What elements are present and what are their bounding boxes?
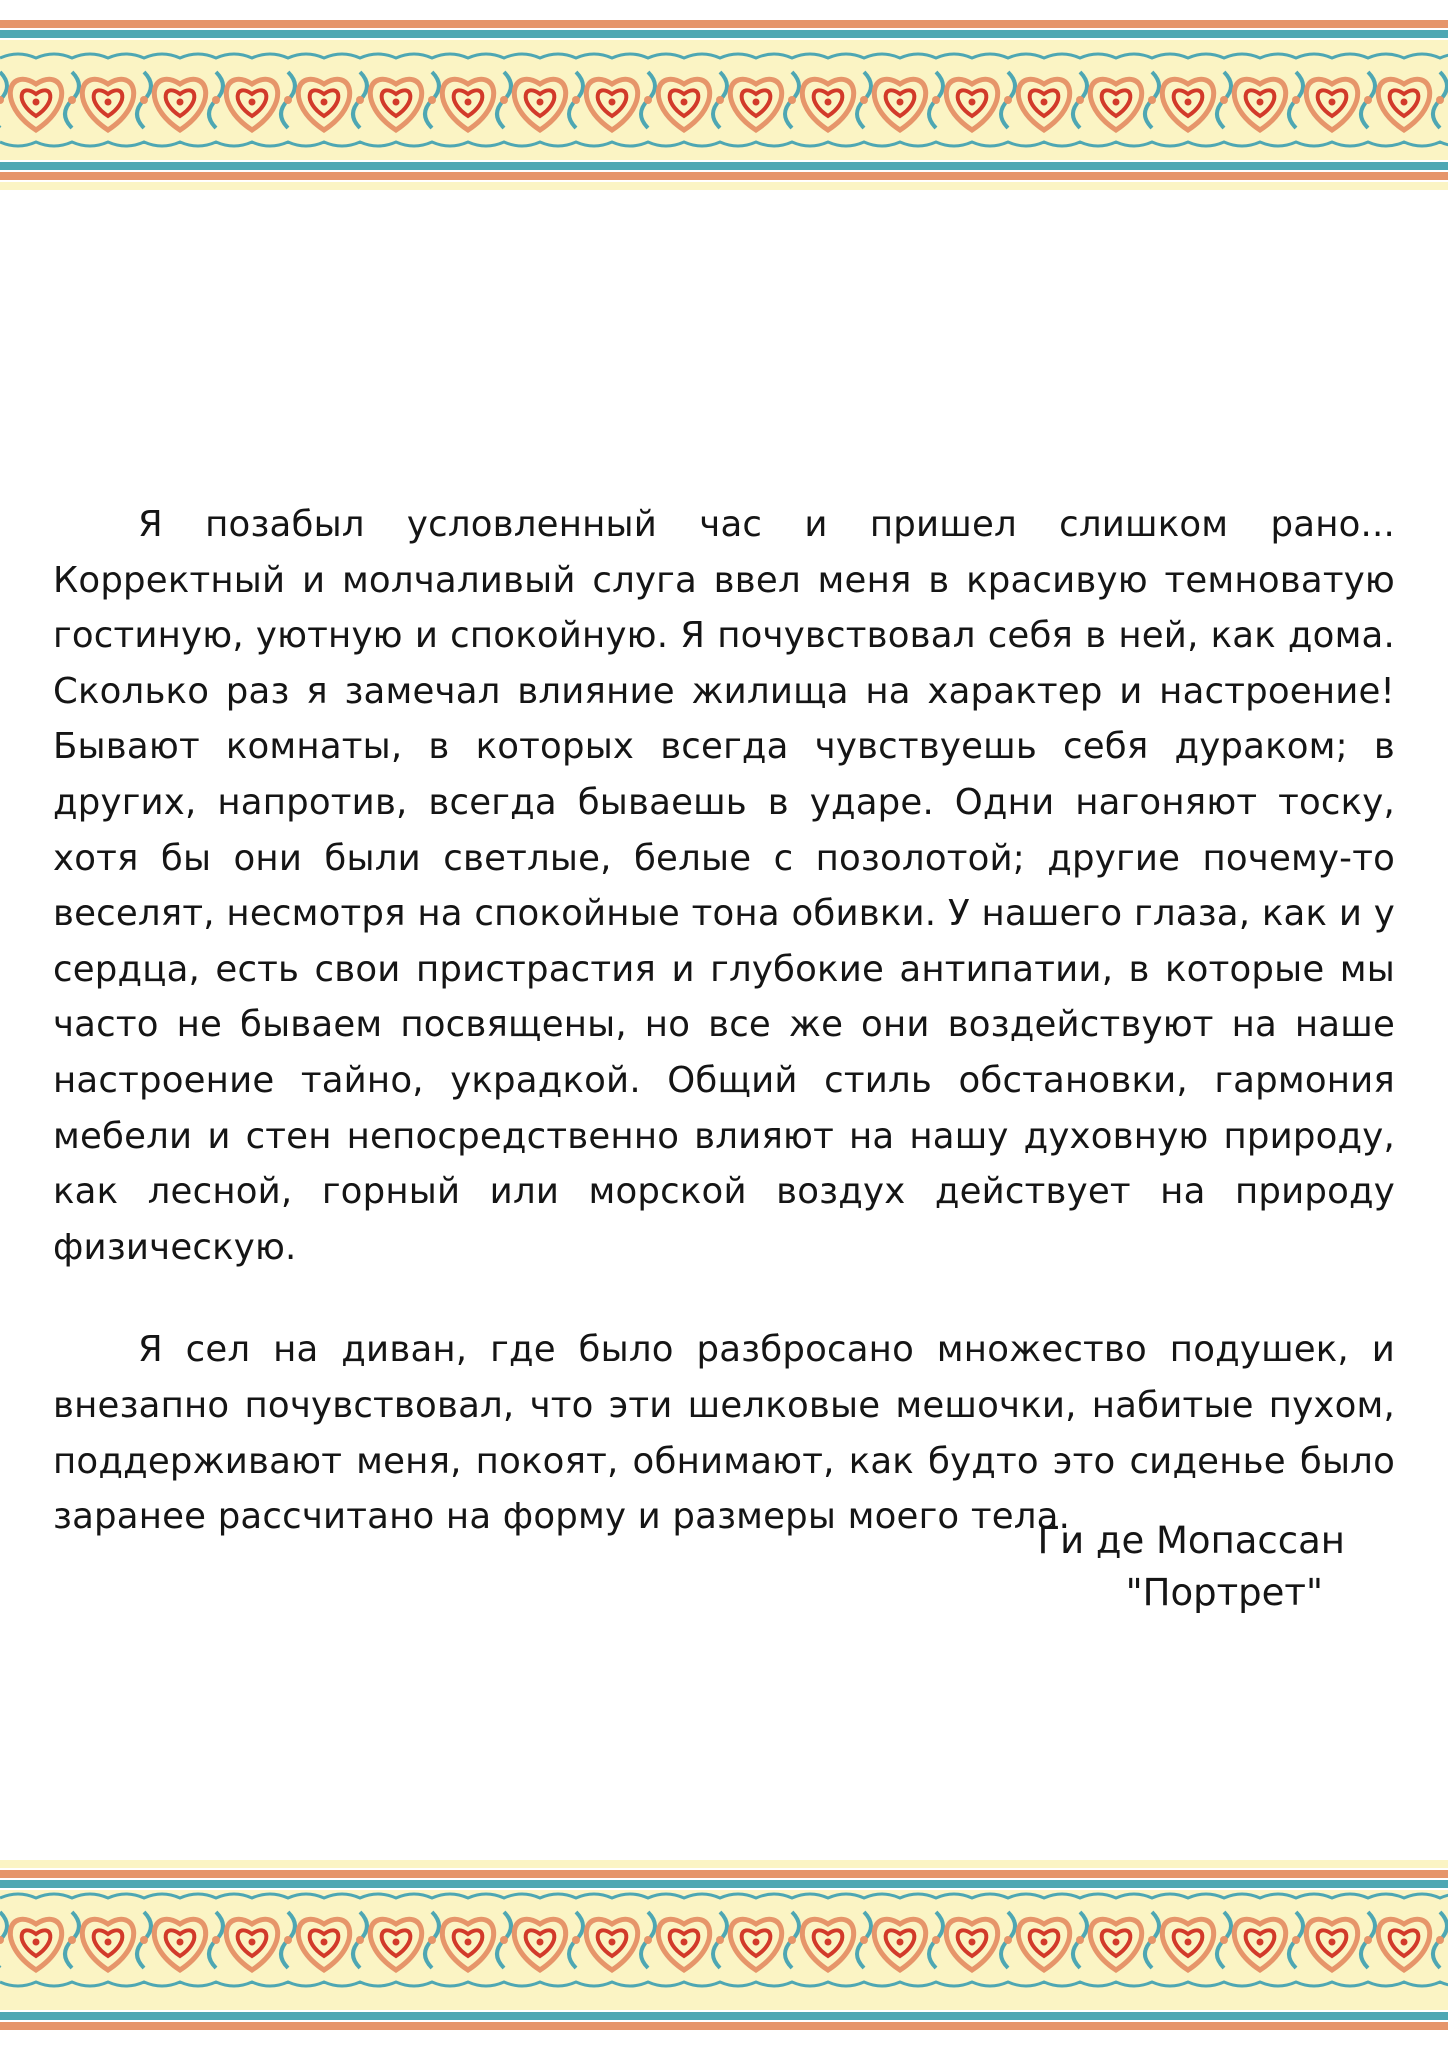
document-body — [53, 497, 1395, 1545]
paragraph: Я сел на диван, где было разбросано множество подушек, и внезапно почувствовал, что эти шелковые мешочки, набитые пухом, поддерживают меня, покоят, обнимают, как будто это сиденье было заранее рассчитано на форму и размеры моего тела. — [53, 1329, 1395, 1538]
top-ornament-border — [0, 20, 1448, 190]
author-name: Ги де Мопассан — [1037, 1519, 1345, 1562]
paragraph: Я позабыл условленный час и пришел слишком рано... Корректный и молчаливый слуга ввел меня в красивую темноватую гостиную, уютную и спокойную. Я почувствовал себя в ней, как дома. Сколько раз я замечал влияние жилища на характер и настроение! Бывают комнаты, в которых всегда чувствуешь себя дураком; в других, напротив, всегда бываешь в ударе. Одни нагоняют тоску, хотя бы они были светлые, белые с позолотой; другие почему-то веселят, несмотря на спокойные тона обивки. У нашего глаза, как и у сердца, есть свои пристрастия и глубокие антипатии, в которые мы часто не бываем посвящены, но все же они воздействуют на наше настроение тайно, украдкой. Общий стиль обстановки, гармония мебели и стен непосредственно влияют на нашу духовную природу, как лесной, горный или морской воздух действует на природу физическую. — [53, 504, 1395, 1268]
bottom-ornament-border — [0, 1860, 1448, 2030]
attribution — [920, 1515, 1345, 1619]
ornament-icon — [0, 20, 1448, 190]
ornament-icon — [0, 1860, 1448, 2030]
work-title: "Портрет" — [1125, 1571, 1323, 1614]
